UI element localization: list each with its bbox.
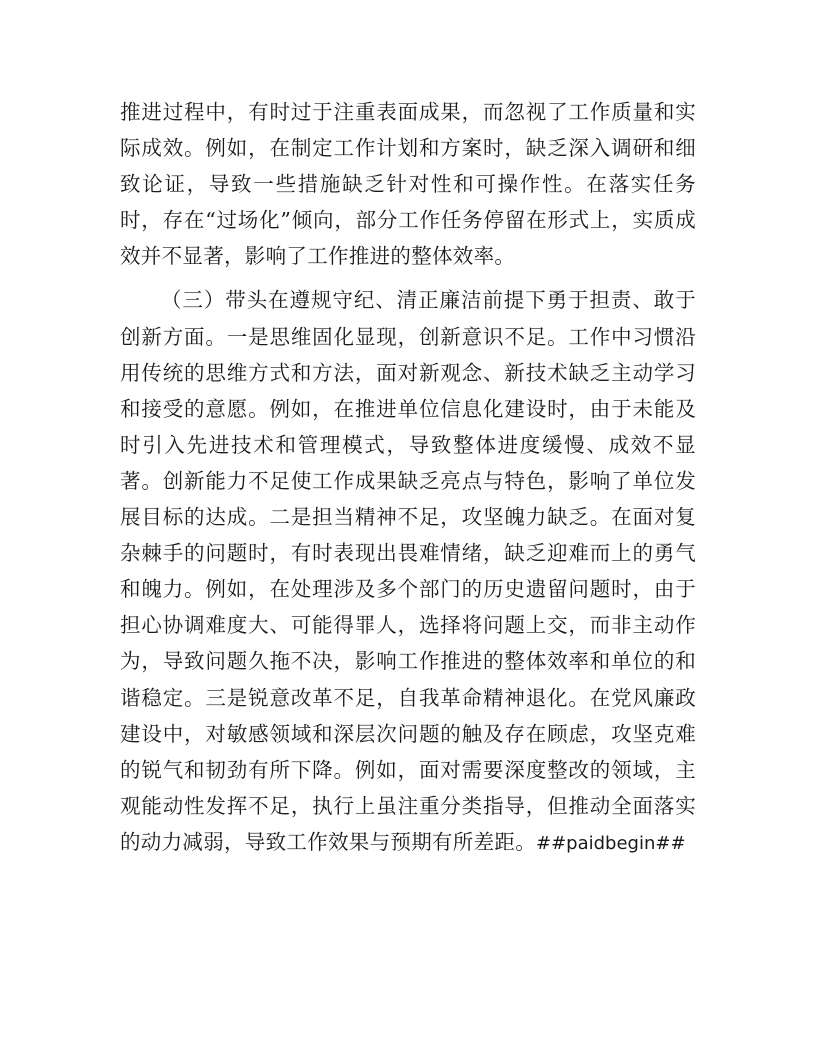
- paragraph-continuation: 推进过程中，有时过于注重表面成果，而忽视了工作质量和实际成效。例如，在制定工作计划和方案时，缺乏深入调研和细致论证，导致一些措施缺乏针对性和可操作性。在落实任务时，存在“过场化”倾向，部分工作任务停留在形式上，实质成效并不显著，影响了工作推进的整体效率。: [120, 100, 696, 269]
- document-page: [120, 94, 696, 862]
- paid-begin-marker: ##paidbegin##: [536, 832, 686, 854]
- paragraph-section-three-text: （三）带头在遵规守纪、清正廉洁前提下勇于担责、敢于创新方面。一是思维固化显现，创新意识不足。工作中习惯沿用传统的思维方式和方法，面对新观念、新技术缺乏主动学习和接受的意愿。例如，在推进单位信息化建设时，由于未能及时引入先进技术和管理模式，导致整体进度缓慢、成效不显著。创新能力不足使工作成果缺乏亮点与特色，影响了单位发展目标的达成。二是担当精神不足，攻坚魄力缺乏。在面对复杂棘手的问题时，有时表现出畏难情绪，缺乏迎难而上的勇气和魄力。例如，在处理涉及多个部门的历史遗留问题时，由于担心协调难度大、可能得罪人，选择将问题上交，而非主动作为，导致问题久拖不决，影响工作推进的整体效率和单位的和谐稳定。三是锐意改革不足，自我革命精神退化。在党风廉政建设中，对敏感领域和深层次问题的触及存在顾虑，攻坚克难的锐气和韧劲有所下降。例如，面对需要深度整改的领域，主观能动性发挥不足，执行上虽注重分类指导，但推动全面落实的动力减弱，导致工作效果与预期有所差距。: [120, 288, 696, 854]
- paragraph-section-three: [120, 282, 696, 862]
